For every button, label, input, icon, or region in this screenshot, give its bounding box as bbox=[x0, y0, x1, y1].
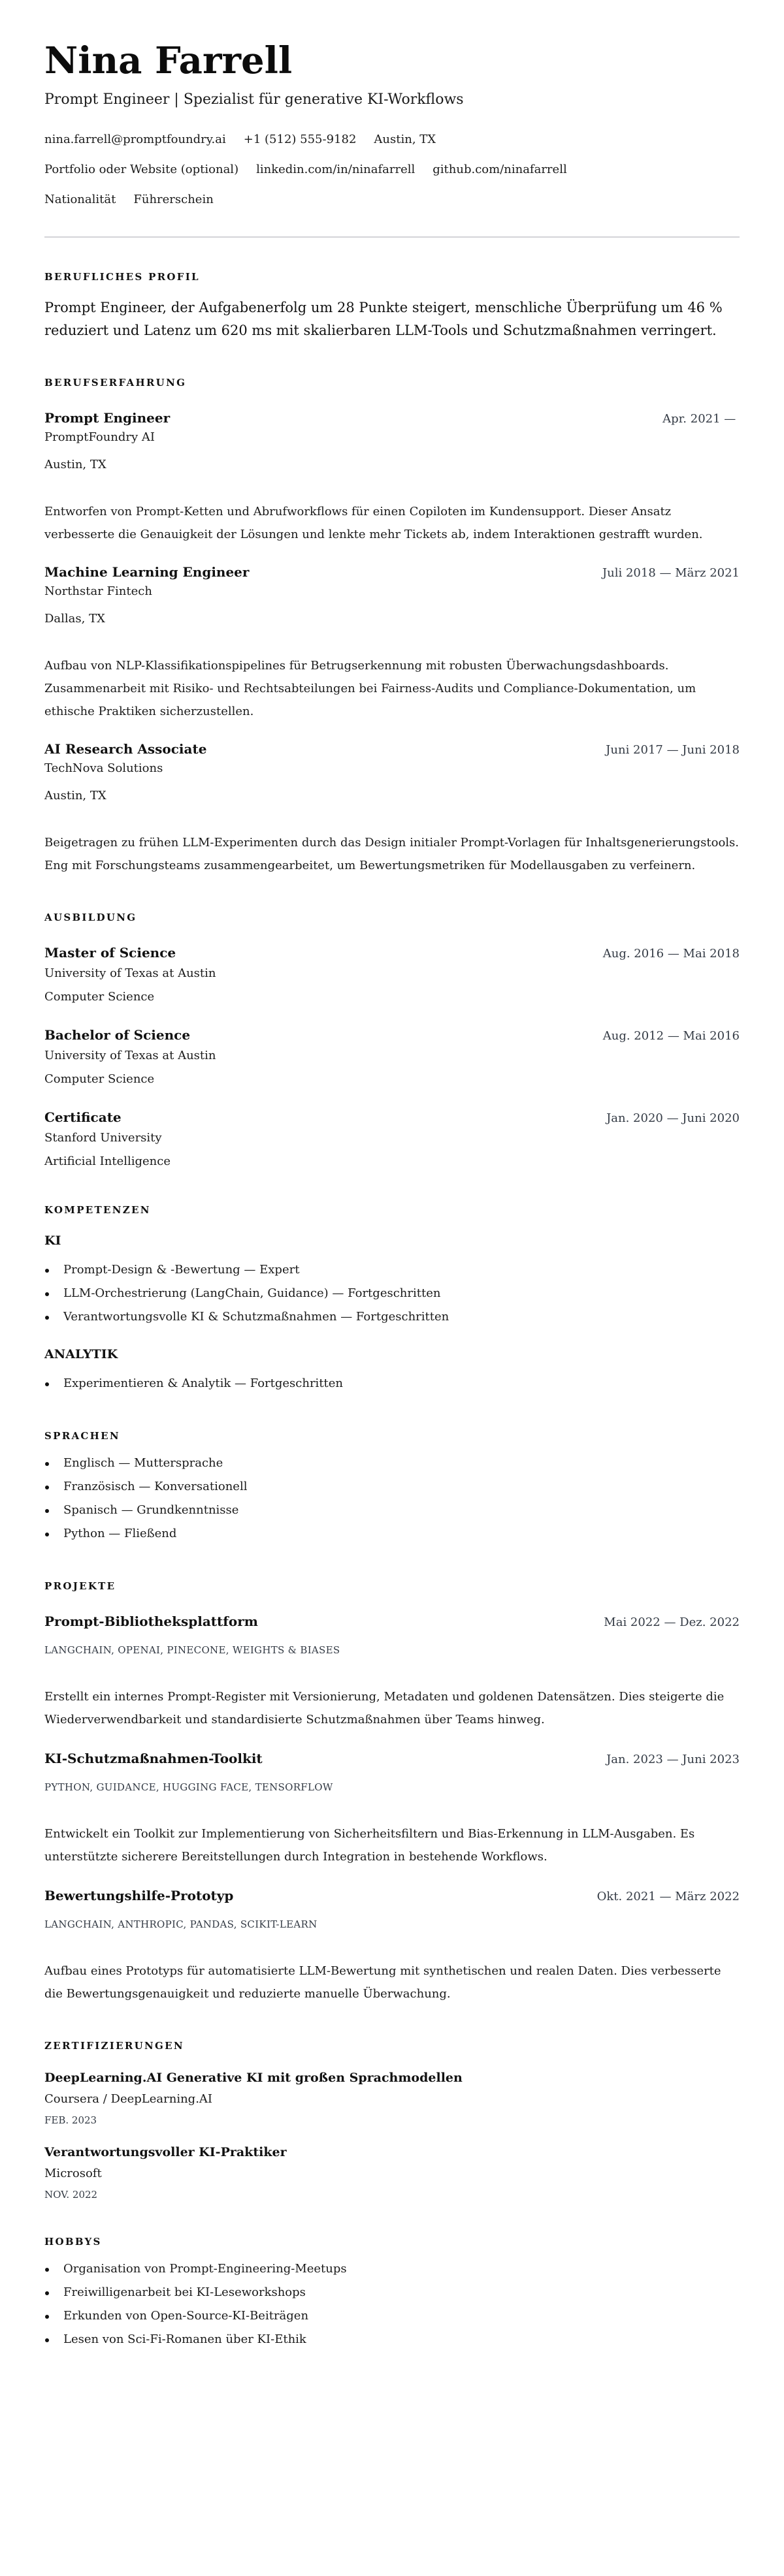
hobby-item: Organisation von Prompt-Engineering-Meetups bbox=[44, 2257, 740, 2281]
company-name: TechNova Solutions bbox=[44, 761, 163, 775]
hobby-item: Freiwilligenarbeit bei KI-Leseworkshops bbox=[44, 2281, 740, 2304]
education-dates: Jan. 2020 — Juni 2020 bbox=[606, 1111, 740, 1125]
projects-section bbox=[44, 1580, 740, 2005]
job-description: Beigetragen zu frühen LLM-Experimenten durch das Design initialer Prompt-Vorlagen für Inhaltsgenerierungstools. Eng mit Forschungsteams zusammengearbeitet, um Bewertungsmetriken für Modellausgaben zu verfeinern. bbox=[44, 836, 740, 872]
project-entry bbox=[44, 1749, 740, 1868]
language-list bbox=[44, 1452, 740, 1546]
skill-item: Prompt-Design & -Bewertung — Expert bbox=[44, 1258, 740, 1282]
resume-header bbox=[44, 38, 740, 208]
certification-issuer: Coursera / DeepLearning.AI bbox=[44, 2092, 213, 2106]
certification-date: FEB. 2023 bbox=[44, 2114, 97, 2126]
project-title: KI-Schutzmaßnahmen-Toolkit bbox=[44, 1751, 263, 1766]
section-title-skills: KOMPETENZEN bbox=[44, 1204, 151, 1216]
experience-section bbox=[44, 376, 740, 877]
certifications-section bbox=[44, 2039, 740, 2201]
degree-title: Master of Science bbox=[44, 945, 176, 961]
field-of-study: Artificial Intelligence bbox=[44, 1154, 171, 1168]
project-tech-stack: PYTHON, GUIDANCE, HUGGING FACE, TENSORFLOW bbox=[44, 1781, 333, 1793]
contact-info-row bbox=[44, 132, 740, 148]
school-name: Stanford University bbox=[44, 1131, 162, 1145]
job-dates: Apr. 2021 — bbox=[662, 412, 740, 426]
hobby-item: Erkunden von Open-Source-KI-Beiträgen bbox=[44, 2304, 740, 2328]
personal-details-row bbox=[44, 192, 740, 208]
linkedin-link[interactable]: linkedin.com/in/ninafarrell bbox=[256, 163, 416, 176]
skill-item: LLM-Orchestrierung (LangChain, Guidance) — Fortgeschritten bbox=[44, 1282, 740, 1305]
education-section bbox=[44, 911, 740, 1169]
job-dates: Juni 2017 — Juni 2018 bbox=[606, 743, 740, 757]
experience-entry bbox=[44, 740, 740, 877]
section-title-projects: PROJEKTE bbox=[44, 1580, 116, 1592]
education-dates: Aug. 2012 — Mai 2016 bbox=[602, 1029, 740, 1043]
field-of-study: Computer Science bbox=[44, 990, 155, 1004]
project-entry bbox=[44, 1612, 740, 1731]
certification-entry bbox=[44, 2144, 740, 2201]
project-description: Erstellt ein internes Prompt-Register mit Versionierung, Metadaten und goldenen Datensätzen. Dies steigerte die Wiederverwendbarkeit und standardisierte Schutzmaßnahmen über Teams hinweg. bbox=[44, 1690, 725, 1726]
project-description: Entwickelt ein Toolkit zur Implementierung von Sicherheitsfiltern und Bias-Erkennung in LLM-Ausgaben. Es unterstützte sicherere Bereitstellungen durch Integration in bestehende Workflows. bbox=[44, 1827, 695, 1864]
links-row bbox=[44, 162, 740, 178]
section-title-languages: SPRACHEN bbox=[44, 1430, 120, 1442]
hobby-item: Lesen von Sci-Fi-Romanen über KI-Ethik bbox=[44, 2328, 740, 2351]
school-name: University of Texas at Austin bbox=[44, 1049, 216, 1062]
profile-summary: Prompt Engineer, der Aufgabenerfolg um 28 Punkte steigert, menschliche Überprüfung um 46 % reduziert und Latenz um 620 ms mit skalierbaren LLM-Tools und Schutzmaßnahmen verringert. bbox=[44, 300, 723, 338]
degree-title: Bachelor of Science bbox=[44, 1027, 191, 1043]
hobby-list bbox=[44, 2257, 740, 2351]
company-name: Northstar Fintech bbox=[44, 584, 152, 598]
skill-item: Experimentieren & Analytik — Fortgeschritten bbox=[44, 1372, 740, 1395]
header-divider bbox=[44, 236, 740, 238]
nationality-field: Nationalität bbox=[44, 193, 116, 206]
experience-entry bbox=[44, 563, 740, 723]
skill-group-title: KI bbox=[44, 1233, 61, 1248]
language-item: Python — Fließend bbox=[44, 1522, 740, 1546]
education-entry bbox=[44, 1108, 740, 1169]
project-dates: Mai 2022 — Dez. 2022 bbox=[604, 1615, 740, 1629]
phone-number[interactable]: +1 (512) 555-9182 bbox=[243, 133, 357, 146]
job-location: Dallas, TX bbox=[44, 612, 105, 626]
location: Austin, TX bbox=[374, 133, 436, 146]
job-location: Austin, TX bbox=[44, 789, 106, 803]
project-tech-stack: LANGCHAIN, OPENAI, PINECONE, WEIGHTS & BIASES bbox=[44, 1644, 340, 1656]
hobbies-section bbox=[44, 2235, 740, 2351]
candidate-headline: Prompt Engineer | Spezialist für generative KI-Workflows bbox=[44, 91, 464, 108]
education-dates: Aug. 2016 — Mai 2018 bbox=[602, 947, 740, 961]
job-title: Prompt Engineer bbox=[44, 410, 171, 426]
section-title-certifications: ZERTIFIZIERUNGEN bbox=[44, 2040, 184, 2052]
education-entry bbox=[44, 944, 740, 1005]
skill-list bbox=[44, 1258, 740, 1329]
github-link[interactable]: github.com/ninafarrell bbox=[433, 163, 567, 176]
job-dates: Juli 2018 — März 2021 bbox=[602, 566, 740, 580]
certification-title: DeepLearning.AI Generative KI mit großen Sprachmodellen bbox=[44, 2071, 463, 2085]
degree-title: Certificate bbox=[44, 1109, 122, 1125]
email-link[interactable]: nina.farrell@promptfoundry.ai bbox=[44, 133, 226, 146]
drivers-license-field: Führerschein bbox=[133, 193, 214, 206]
certification-issuer: Microsoft bbox=[44, 2167, 102, 2180]
job-location: Austin, TX bbox=[44, 458, 106, 471]
certification-date: NOV. 2022 bbox=[44, 2189, 98, 2201]
section-title-hobbies: HOBBYS bbox=[44, 2236, 102, 2248]
project-dates: Okt. 2021 — März 2022 bbox=[596, 1890, 740, 1903]
company-name: PromptFoundry AI bbox=[44, 430, 155, 444]
education-entry bbox=[44, 1026, 740, 1087]
job-title: AI Research Associate bbox=[44, 741, 207, 757]
project-description: Aufbau eines Prototyps für automatisierte LLM-Bewertung mit synthetischen und realen Daten. Dies verbesserte die Bewertungsgenauigkeit und reduzierte manuelle Überwachung. bbox=[44, 1964, 721, 2001]
languages-section bbox=[44, 1429, 740, 1546]
job-title: Machine Learning Engineer bbox=[44, 564, 250, 580]
language-item: Spanisch — Grundkenntnisse bbox=[44, 1499, 740, 1522]
certification-entry bbox=[44, 2069, 740, 2127]
skills-section bbox=[44, 1203, 740, 1395]
project-dates: Jan. 2023 — Juni 2023 bbox=[606, 1753, 740, 1766]
language-item: Englisch — Muttersprache bbox=[44, 1452, 740, 1475]
project-title: Bewertungshilfe-Prototyp bbox=[44, 1888, 234, 1903]
project-tech-stack: LANGCHAIN, ANTHROPIC, PANDAS, SCIKIT-LEARN bbox=[44, 1918, 318, 1930]
section-title-education: AUSBILDUNG bbox=[44, 912, 137, 923]
field-of-study: Computer Science bbox=[44, 1072, 155, 1086]
project-entry bbox=[44, 1886, 740, 2005]
certification-title: Verantwortungsvoller KI-Praktiker bbox=[44, 2145, 287, 2159]
language-item: Französisch — Konversationell bbox=[44, 1475, 740, 1499]
experience-entry bbox=[44, 409, 740, 546]
section-title-experience: BERUFSERFAHRUNG bbox=[44, 377, 187, 389]
project-title: Prompt-Bibliotheksplattform bbox=[44, 1614, 258, 1629]
skill-item: Verantwortungsvolle KI & Schutzmaßnahmen — Fortgeschritten bbox=[44, 1305, 740, 1329]
profile-section bbox=[44, 270, 740, 342]
school-name: University of Texas at Austin bbox=[44, 966, 216, 980]
job-description: Entworfen von Prompt-Ketten und Abrufworkflows für einen Copiloten im Kundensupport. Dieser Ansatz verbesserte die Genauigkeit der Lösungen und lenkte mehr Tickets ab, indem Interaktionen gestrafft wurden. bbox=[44, 505, 703, 541]
skill-list bbox=[44, 1372, 740, 1395]
candidate-name: Nina Farrell bbox=[44, 39, 293, 82]
portfolio-link[interactable]: Portfolio oder Website (optional) bbox=[44, 163, 239, 176]
skill-group-title: ANALYTIK bbox=[44, 1347, 118, 1361]
section-title-profile: BERUFLICHES PROFIL bbox=[44, 271, 200, 283]
job-description: Aufbau von NLP-Klassifikationspipelines für Betrugserkennung mit robusten Überwachungsdashboards. Zusammenarbeit mit Risiko- und Rechtsabteilungen bei Fairness-Audits und Compliance-Dokumentation, um ethische Praktiken sicherzustellen. bbox=[44, 659, 696, 718]
